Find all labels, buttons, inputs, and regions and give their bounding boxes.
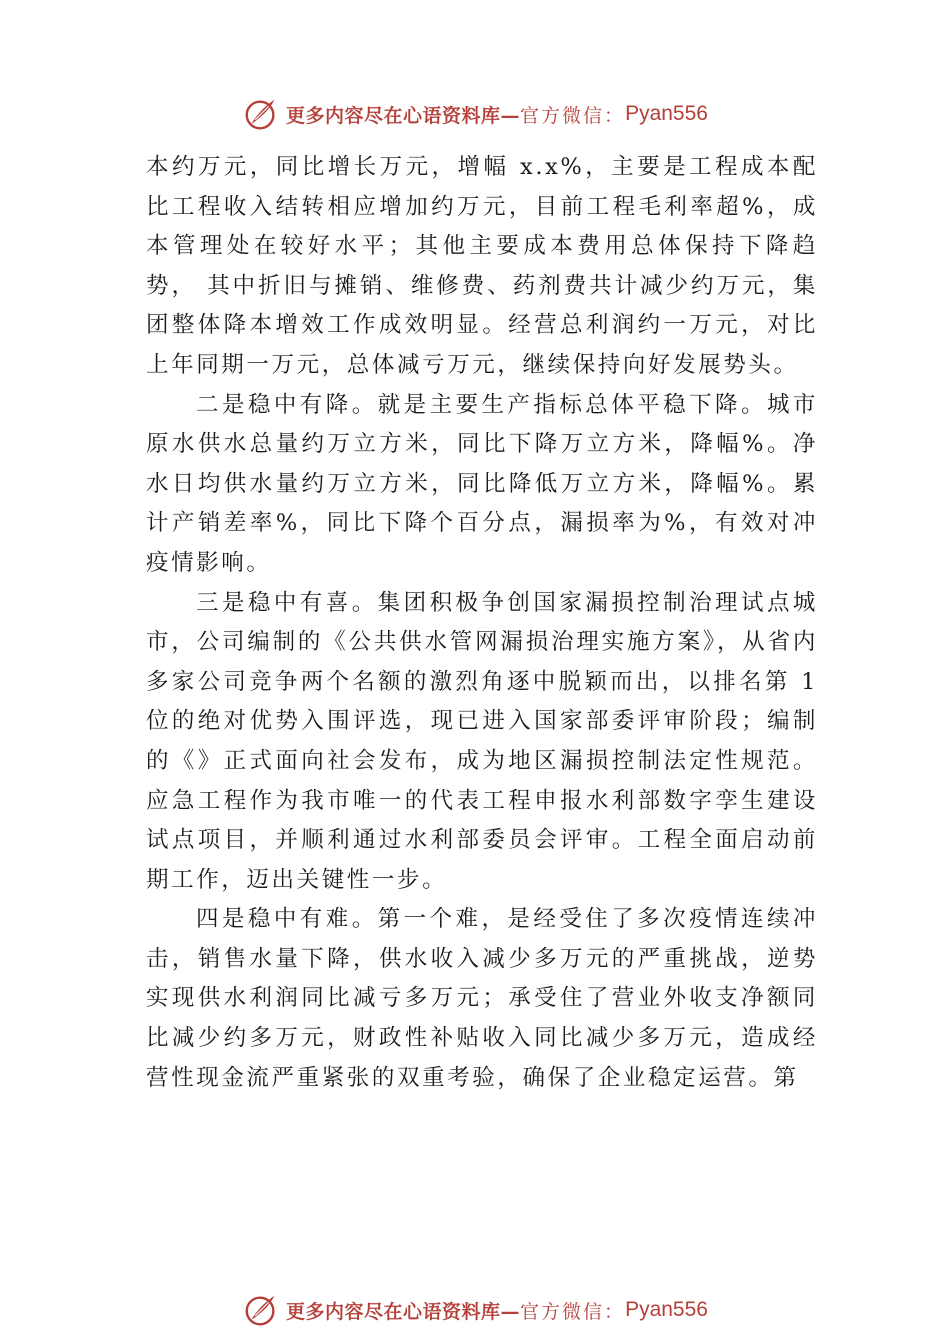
paragraph-stable-decline: 二是稳中有降。就是主要生产指标总体平稳下降。城市原水供水总量约万立方米，同比下降万立方米，降幅%。净水日均供水量约万立方米，同比降低万立方米，降幅%。累计产销差率%，同比下降个百分点，漏损率为%，有效对冲疫情影响。 [146,391,818,576]
paragraph-continuation: 本约万元，同比增长万元，增幅 x.x%，主要是工程成本配比工程收入结转相应增加约万元，目前工程毛利率超%，成本管理处在较好水平；其他主要成本费用总体保持下降趋势， 其中折旧与摊销、维修费、药剂费共计减少约万元，集团整体降本增效工作成效明显。经营总利润约一万元，对比上年同期一万元，总体减亏万元，继续保持向好发展势头。 [146,154,818,378]
paragraph-stable-joy: 三是稳中有喜。集团积极争创国家漏损控制治理试点城市，公司编制的《公共供水管网漏损治理实施方案》，从省内多家公司竞争两个名额的激烈角逐中脱颖而出，以排名第 1 位的绝对优势入围评选，现已进入国家部委评审阶段；编制的《》正式面向社会发布，成为地区漏损控制法定性规范。 应急工程作为我市唯一的代表工程申报水利部数字孪生建设试点项目，并顺利通过水利部委员会评审。工程全面启动前期工作，迈出关键性一步。 [146,589,818,893]
paragraph-stable-difficulty: 四是稳中有难。第一个难，是经受住了多次疫情连续冲击，销售水量下降，供水收入减少多万元的严重挑战，逆势实现供水利润同比减亏多万元；承受住了营业外收支净额同比减少约多万元，财政性补贴收入同比减少多万元，造成经营性现金流严重紧张的双重考验，确保了企业稳定运营。第 [146,906,818,1091]
header-banner [0,92,950,136]
quill-logo-icon [242,1291,280,1329]
footer-slogan: 更多内容尽在心语资料库— [286,1300,521,1323]
document-body [146,148,818,1098]
footer-banner [0,1288,950,1332]
footer-wechat-id: Pyan556 [625,1298,708,1321]
footer-wechat-label: 官方微信： [520,1300,626,1323]
header-wechat-label: 官方微信： [520,104,626,127]
header-slogan: 更多内容尽在心语资料库— [286,104,521,127]
quill-logo-icon [242,95,280,133]
header-wechat-id: Pyan556 [625,102,708,125]
